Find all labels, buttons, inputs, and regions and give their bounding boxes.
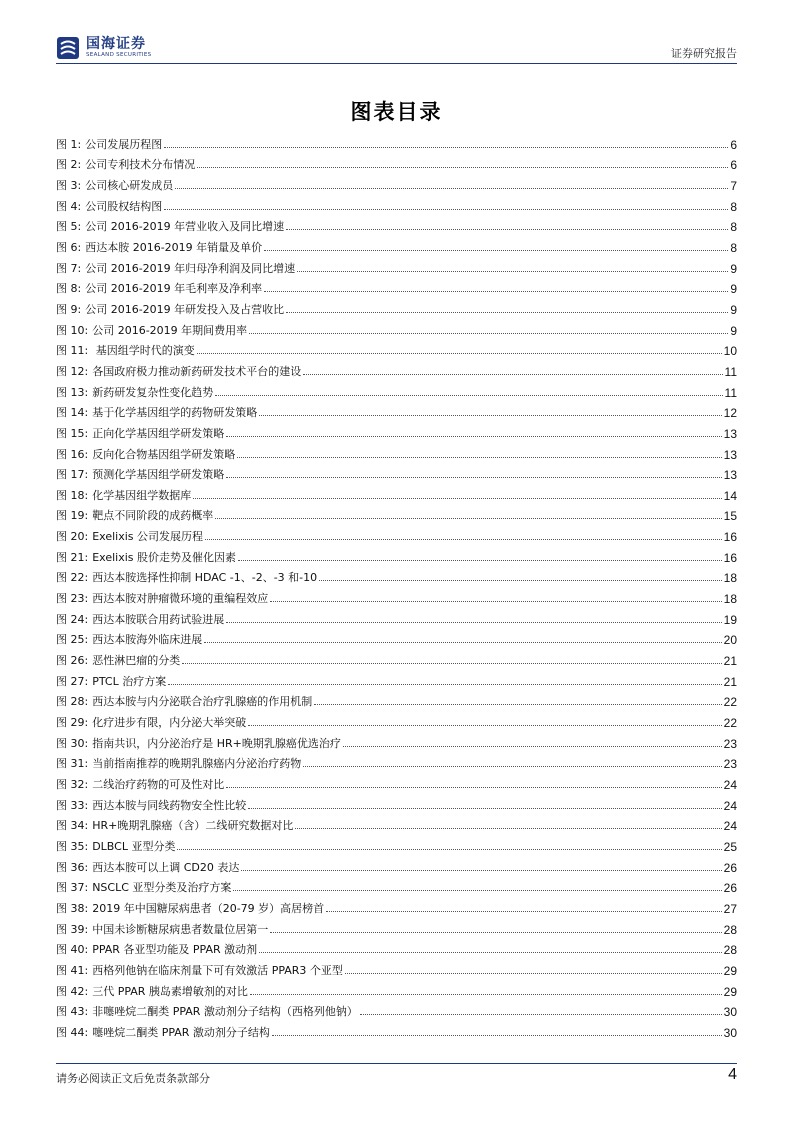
toc-page-number: 18 <box>723 571 737 586</box>
toc-page-number: 13 <box>723 468 737 483</box>
toc-figure-label: 图 6: <box>56 240 82 254</box>
toc-figure-label: 图 33: <box>56 798 89 812</box>
toc-figure-label: 图 30: <box>56 736 89 750</box>
toc-figure-label: 图 32: <box>56 778 89 791</box>
logo-chinese-name: 国海证券 <box>86 36 146 53</box>
toc-page-number: 9 <box>730 261 737 276</box>
toc-figure-label: 图 22: <box>56 571 89 585</box>
toc-page-number: 14 <box>723 488 737 503</box>
toc-figure-title: 三代 PPAR 胰岛素增敏剂的对比 <box>92 984 248 998</box>
toc-figure-title: 反向化合物基因组学研发策略 <box>92 447 236 461</box>
toc-figure-title: HR+晚期乳腺癌（含）二线研究数据对比 <box>92 819 294 833</box>
toc-figure-label: 图 29: <box>56 716 89 730</box>
toc-dot-leader <box>233 890 721 891</box>
toc-page-number: 6 <box>730 158 737 173</box>
toc-figure-label: 图 13: <box>56 385 89 399</box>
toc-dot-leader <box>237 457 721 458</box>
toc-dot-leader <box>204 642 721 643</box>
toc-entry[interactable] <box>56 565 737 586</box>
toc-page-number: 30 <box>723 1005 737 1020</box>
toc-dot-leader <box>319 580 722 581</box>
toc-page-number: 13 <box>723 426 737 441</box>
toc-entry[interactable] <box>56 771 737 792</box>
toc-dot-leader <box>270 932 721 933</box>
toc-entry[interactable] <box>56 1019 737 1040</box>
toc-figure-label: 图 14: <box>56 406 89 420</box>
toc-figure-title: NSCLC 亚型分类及治疗方案 <box>92 881 232 895</box>
toc-entry[interactable] <box>56 296 737 317</box>
toc-figure-title: 公司 2016-2019 年研发投入及占营收比 <box>85 302 285 316</box>
toc-page-number: 8 <box>730 240 737 255</box>
toc-page-number: 18 <box>723 592 737 607</box>
toc-figure-label: 图 41: <box>56 963 89 977</box>
toc-entry[interactable] <box>56 400 737 421</box>
toc-figure-label: 图 5: <box>56 220 82 234</box>
toc-figure-label: 图 40: <box>56 943 89 957</box>
toc-entry[interactable] <box>56 585 737 606</box>
toc-entry[interactable] <box>56 689 737 710</box>
toc-figure-title: 公司 2016-2019 年期间费用率 <box>92 323 248 337</box>
toc-figure-title: 西达本胺 2016-2019 年销量及单价 <box>85 240 263 254</box>
toc-page-number: 9 <box>730 323 737 338</box>
toc-dot-leader <box>343 746 722 747</box>
toc-figure-title: 公司 2016-2019 年毛利率及净利率 <box>85 282 263 296</box>
page-title: 图表目录 <box>350 99 443 124</box>
toc-dot-leader <box>286 229 728 230</box>
sealand-logo-icon <box>56 36 80 60</box>
toc-figure-title: 西达本胺联合用药试验进展 <box>92 612 225 626</box>
header-divider <box>56 63 737 64</box>
toc-page-number: 26 <box>723 860 737 875</box>
toc-entry[interactable] <box>56 462 737 483</box>
toc-figure-label: 图 4: <box>56 199 82 213</box>
toc-dot-leader <box>248 725 721 726</box>
toc-page-number: 19 <box>723 612 737 627</box>
toc-page-number: 6 <box>730 137 737 152</box>
toc-page-number: 16 <box>723 550 737 565</box>
toc-dot-leader <box>226 477 721 478</box>
toc-entry[interactable] <box>56 978 737 999</box>
toc-entry[interactable] <box>56 172 737 193</box>
toc-figure-title: 二线治疗药物的可及性对比 <box>92 778 225 791</box>
toc-page-number: 13 <box>723 447 737 462</box>
toc-figure-label: 图 26: <box>56 654 89 668</box>
toc-page-number: 11 <box>724 364 737 379</box>
toc-dot-leader <box>197 353 722 354</box>
toc-entry[interactable] <box>56 895 737 916</box>
toc-dot-leader <box>259 415 721 416</box>
toc-figure-label: 图 11: <box>56 344 89 358</box>
toc-entry[interactable] <box>56 813 737 834</box>
toc-figure-title: 正向化学基因组学研发策略 <box>92 426 225 440</box>
toc-page-number: 16 <box>723 530 737 545</box>
toc-figure-label: 图 37: <box>56 881 89 895</box>
toc-dot-leader <box>177 849 721 850</box>
toc-figure-label: 图 19: <box>56 509 89 523</box>
toc-dot-leader <box>164 147 728 148</box>
toc-figure-label: 图 38: <box>56 901 89 915</box>
toc-figure-title: 预测化学基因组学研发策略 <box>92 468 225 482</box>
page-header <box>56 34 737 64</box>
toc-figure-label: 图 8: <box>56 282 82 296</box>
toc-entry[interactable] <box>56 420 737 441</box>
toc-entry[interactable] <box>56 523 737 544</box>
toc-dot-leader <box>215 395 722 396</box>
toc-dot-leader <box>259 952 721 953</box>
toc-dot-leader <box>182 663 721 664</box>
toc-entry[interactable] <box>56 606 737 627</box>
toc-entry[interactable] <box>56 916 737 937</box>
toc-page-number: 22 <box>723 716 737 731</box>
toc-figure-title: 公司核心研发成员 <box>85 178 174 192</box>
toc-dot-leader <box>264 250 728 251</box>
toc-entry[interactable] <box>56 152 737 173</box>
toc-figure-title: 各国政府极力推动新药研发技术平台的建设 <box>92 364 302 378</box>
toc-figure-title: 2019 年中国糖尿病患者（20-79 岁）高居榜首 <box>92 901 325 915</box>
footer-divider <box>56 1063 737 1064</box>
toc-page-number: 24 <box>723 778 737 792</box>
toc-dot-leader <box>168 684 721 685</box>
toc-entry[interactable] <box>56 875 737 896</box>
toc-page-number: 23 <box>723 736 737 751</box>
toc-dot-leader <box>193 498 721 499</box>
toc-page-number: 29 <box>723 984 737 999</box>
toc-figure-title: Exelixis 公司发展历程 <box>92 530 203 544</box>
footer-disclaimer: 请务必阅读正文后免责条款部分 <box>56 1072 210 1085</box>
toc-entry[interactable] <box>56 730 737 751</box>
toc-figure-title: 基于化学基因组学的药物研发策略 <box>92 406 258 420</box>
toc-figure-label: 图 17: <box>56 468 89 482</box>
toc-figure-title: 西达本胺与同线药物安全性比较 <box>92 798 247 812</box>
toc-figure-title: 西达本胺可以上调 CD20 表达 <box>92 860 240 874</box>
toc-figure-title: 公司发展历程图 <box>85 137 163 151</box>
toc-entry[interactable] <box>56 709 737 730</box>
toc-figure-title: 非噻唑烷二酮类 PPAR 激动剂分子结构（西格列他钠） <box>92 1005 358 1019</box>
toc-dot-leader <box>303 374 722 375</box>
toc-figure-label: 图 34: <box>56 819 89 833</box>
toc-entry[interactable] <box>56 276 737 297</box>
toc-figure-label: 图 18: <box>56 488 89 502</box>
sealand-logo <box>56 34 151 62</box>
toc-dot-leader <box>303 766 721 767</box>
toc-figure-title: 恶性淋巴瘤的分类 <box>92 654 181 668</box>
logo-english-name: SEALAND SECURITIES <box>86 52 152 59</box>
toc-page-number: 10 <box>723 344 737 359</box>
toc-figure-label: 图 9: <box>56 302 82 316</box>
toc-entry[interactable] <box>56 255 737 276</box>
toc-figure-title: 公司专利技术分布情况 <box>85 158 196 172</box>
toc-page-number: 7 <box>730 178 737 193</box>
toc-page-number: 8 <box>730 199 737 214</box>
toc-figure-title: 当前指南推荐的晚期乳腺癌内分泌治疗药物 <box>92 757 302 771</box>
toc-entry[interactable] <box>56 999 737 1020</box>
toc-page-number: 27 <box>723 901 737 916</box>
toc-entry[interactable] <box>56 937 737 958</box>
toc-figure-label: 图 36: <box>56 860 89 874</box>
toc-dot-leader <box>241 870 721 871</box>
toc-page-number: 28 <box>723 943 737 958</box>
toc-dot-leader <box>326 911 721 912</box>
toc-dot-leader <box>250 994 722 995</box>
toc-dot-leader <box>286 312 728 313</box>
toc-page-number: 26 <box>723 881 737 896</box>
toc-entry[interactable] <box>56 668 737 689</box>
toc-entry[interactable] <box>56 358 737 379</box>
toc-dot-leader <box>226 436 721 437</box>
toc-entry[interactable] <box>56 627 737 648</box>
toc-figure-title: 化疗进步有限，内分泌大举突破 <box>92 716 247 730</box>
toc-page-number: 9 <box>730 302 737 317</box>
toc-figure-title: 基因组学时代的演变 <box>92 344 195 358</box>
toc-page-number: 9 <box>730 282 737 297</box>
toc-page-number: 28 <box>723 922 737 937</box>
toc-entry[interactable] <box>56 751 737 772</box>
figure-toc <box>56 131 737 1040</box>
toc-dot-leader <box>164 209 728 210</box>
toc-entry[interactable] <box>56 503 737 524</box>
toc-dot-leader <box>264 291 728 292</box>
toc-dot-leader <box>175 188 728 189</box>
toc-figure-label: 图 44: <box>56 1025 89 1039</box>
toc-figure-label: 图 21: <box>56 550 89 564</box>
toc-figure-label: 图 42: <box>56 984 89 998</box>
toc-dot-leader <box>314 704 721 705</box>
toc-figure-label: 图 1: <box>56 137 82 151</box>
page-number: 4 <box>728 1066 737 1083</box>
toc-dot-leader <box>360 1014 722 1015</box>
toc-figure-label: 图 20: <box>56 530 89 544</box>
toc-entry[interactable] <box>56 193 737 214</box>
toc-entry[interactable] <box>56 338 737 359</box>
toc-entry[interactable] <box>56 379 737 400</box>
toc-figure-label: 图 7: <box>56 261 82 275</box>
toc-entry[interactable] <box>56 544 737 565</box>
toc-dot-leader <box>249 333 728 334</box>
toc-figure-label: 图 23: <box>56 592 89 606</box>
toc-figure-label: 图 31: <box>56 757 89 771</box>
toc-dot-leader <box>226 622 721 623</box>
toc-dot-leader <box>272 1035 722 1036</box>
toc-page-number: 29 <box>723 963 737 978</box>
toc-figure-title: 新药研发复杂性变化趋势 <box>92 385 214 399</box>
toc-figure-label: 图 10: <box>56 323 89 337</box>
toc-figure-label: 图 24: <box>56 612 89 626</box>
toc-entry[interactable] <box>56 854 737 875</box>
toc-figure-title: 指南共识，内分泌治疗是 HR+晚期乳腺癌优选治疗 <box>92 736 341 750</box>
toc-figure-title: 中国未诊断糖尿病患者数量位居第一 <box>92 922 269 936</box>
toc-page-number: 11 <box>724 385 737 400</box>
toc-entry[interactable] <box>56 234 737 255</box>
toc-page-number: 8 <box>730 220 737 235</box>
toc-entry[interactable] <box>56 441 737 462</box>
toc-figure-label: 图 2: <box>56 158 82 172</box>
toc-entry[interactable] <box>56 647 737 668</box>
toc-entry[interactable] <box>56 317 737 338</box>
toc-entry[interactable] <box>56 214 737 235</box>
toc-figure-title: DLBCL 亚型分类 <box>92 839 176 853</box>
toc-dot-leader <box>197 167 728 168</box>
toc-entry[interactable] <box>56 957 737 978</box>
toc-figure-title: Exelixis 股价走势及催化因素 <box>92 550 236 564</box>
toc-entry[interactable] <box>56 833 737 854</box>
toc-page-number: 24 <box>723 819 737 834</box>
toc-dot-leader <box>215 518 721 519</box>
toc-page-number: 23 <box>723 757 737 772</box>
toc-page-number: 12 <box>723 406 737 421</box>
toc-entry[interactable] <box>56 482 737 503</box>
toc-figure-title: 靶点不同阶段的成药概率 <box>92 509 214 523</box>
toc-figure-label: 图 25: <box>56 633 89 647</box>
toc-figure-label: 图 27: <box>56 674 89 688</box>
toc-figure-title: 西达本胺选择性抑制 HDAC -1、-2、-3 和-10 <box>92 571 318 585</box>
toc-figure-title: 公司 2016-2019 年营业收入及同比增速 <box>85 220 285 234</box>
toc-page-number: 30 <box>723 1025 737 1040</box>
toc-figure-title: 噻唑烷二酮类 PPAR 激动剂分子结构 <box>92 1025 270 1039</box>
toc-figure-title: 化学基因组学数据库 <box>92 488 192 502</box>
toc-entry[interactable] <box>56 131 737 152</box>
toc-dot-leader <box>238 560 722 561</box>
toc-dot-leader <box>297 271 728 272</box>
toc-figure-title: 公司股权结构图 <box>85 199 163 213</box>
toc-dot-leader <box>270 601 721 602</box>
toc-dot-leader <box>205 539 722 540</box>
toc-page-number: 22 <box>723 695 737 710</box>
toc-figure-label: 图 43: <box>56 1005 89 1019</box>
toc-figure-label: 图 12: <box>56 364 89 378</box>
toc-figure-title: 西达本胺海外临床进展 <box>92 633 203 647</box>
toc-page-number: 21 <box>723 674 737 689</box>
toc-figure-title: PTCL 治疗方案 <box>92 674 167 688</box>
toc-page-number: 21 <box>723 654 737 669</box>
toc-figure-title: 西达本胺对肿瘤微环境的重编程效应 <box>92 592 269 606</box>
toc-figure-title: 公司 2016-2019 年归母净利润及同比增速 <box>85 261 296 275</box>
toc-page-number: 24 <box>723 798 737 813</box>
toc-dot-leader <box>345 973 722 974</box>
toc-figure-label: 图 15: <box>56 426 89 440</box>
toc-page-number: 15 <box>723 509 737 524</box>
toc-figure-label: 图 16: <box>56 447 89 461</box>
report-type-label: 证券研究报告 <box>671 47 737 60</box>
toc-figure-label: 图 28: <box>56 695 89 709</box>
toc-dot-leader <box>226 787 721 788</box>
toc-figure-label: 图 35: <box>56 839 89 853</box>
toc-page-number: 20 <box>723 633 737 648</box>
toc-dot-leader <box>248 808 721 809</box>
toc-figure-title: 西格列他钠在临床剂量下可有效激活 PPAR3 个亚型 <box>92 963 343 977</box>
toc-dot-leader <box>295 828 721 829</box>
toc-figure-label: 图 3: <box>56 178 82 192</box>
toc-entry[interactable] <box>56 792 737 813</box>
toc-figure-label: 图 39: <box>56 922 89 936</box>
toc-figure-title: 西达本胺与内分泌联合治疗乳腺癌的作用机制 <box>92 695 313 709</box>
toc-page-number: 25 <box>723 839 737 854</box>
toc-figure-title: PPAR 各亚型功能及 PPAR 激动剂 <box>92 943 258 957</box>
